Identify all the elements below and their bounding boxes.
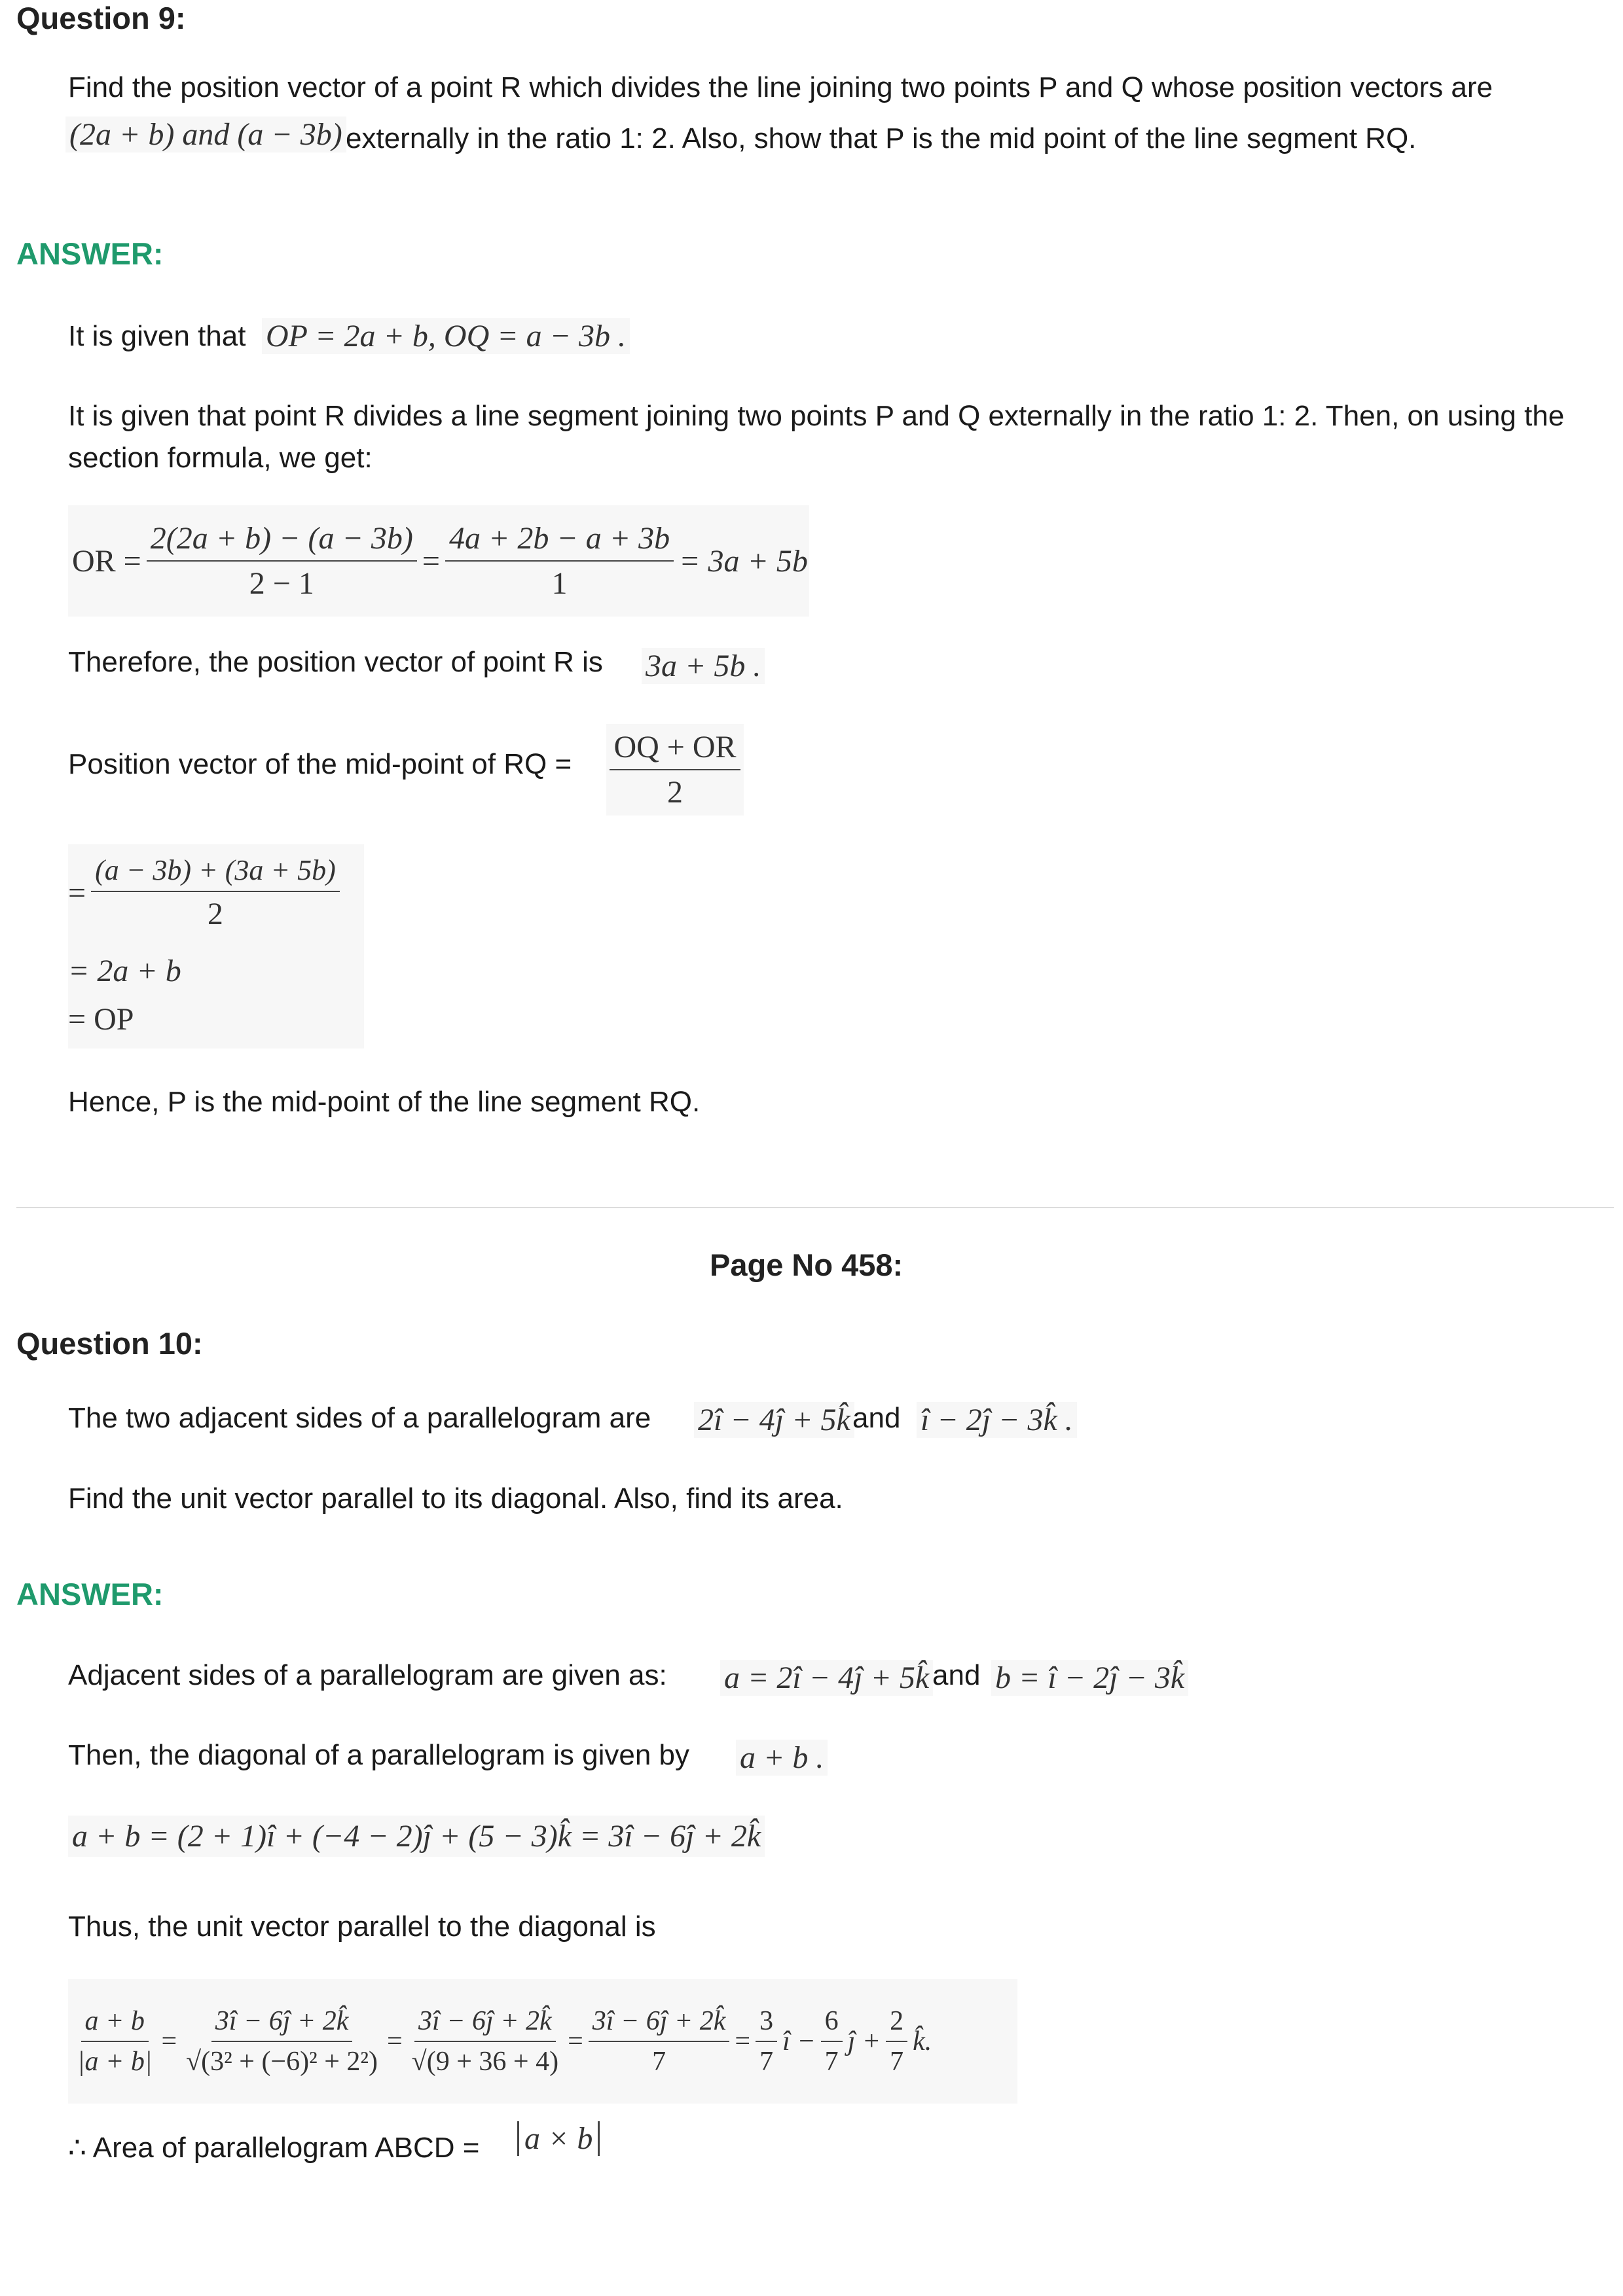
u-term-3-frac: [886, 2005, 907, 2077]
calc-eq: =: [68, 875, 86, 910]
or-equals: =: [422, 543, 440, 579]
u-den-3: √(9 + 36 + 4): [411, 2047, 559, 2077]
u-frac-3: [408, 2005, 562, 2077]
u-eq-4: =: [735, 2026, 751, 2056]
question-10-title: Question 10:: [16, 1326, 203, 1361]
q9-given-math: OP = 2a + b, OQ = a − 3b .: [262, 318, 630, 354]
q9-midpoint-calculation: [68, 844, 364, 1049]
u-eq-2: =: [386, 2026, 403, 2056]
q10-vector-a: a = 2î − 4ĵ + 5k̂: [720, 1660, 933, 1696]
or-result: = 3a + 5b: [679, 543, 808, 579]
or-fraction-2: [445, 520, 674, 601]
u-eq-3: =: [568, 2026, 583, 2056]
u-den-1: |a + b|: [77, 2047, 153, 2077]
q9-section-formula-text: It is given that point R divides a line segment joining two points P and Q externally in the ratio 1: 2. Then, on using the section formula, we get:: [68, 400, 1565, 474]
q10-unit-vector-equation: [68, 1979, 1017, 2104]
u-t2v: ĵ +: [847, 2026, 881, 2056]
midpoint-frac: [610, 729, 740, 810]
u-frac-1: [73, 2005, 156, 2077]
q10-side-1: 2î − 4ĵ + 5k̂: [694, 1402, 854, 1438]
u-t3n: 2: [886, 2005, 907, 2042]
q9-conclusion: Hence, P is the mid-point of the line segment RQ.: [68, 1086, 701, 1118]
u-num-1: a + b: [81, 2005, 149, 2042]
q10-vector-b: b = î − 2ĵ − 3k̂: [991, 1660, 1188, 1696]
q9-statement-line2: externally in the ratio 1: 2. Also, show that P is the mid point of the line segment RQ.: [346, 122, 1417, 154]
mid-den: 2: [667, 775, 683, 810]
q10-diagonal-math: a + b .: [736, 1740, 828, 1776]
area-cross-product: a × b: [517, 2121, 600, 2156]
or-den-2: 1: [551, 566, 568, 601]
or-num-2: 4a + 2b − a + 3b: [445, 520, 674, 562]
calc-line-1: [68, 853, 345, 932]
q10-area-text: ∴ Area of parallelogram ABCD =: [68, 2132, 480, 2164]
u-term-2-frac: [821, 2005, 843, 2077]
q9-therefore-math: 3a + 5b .: [642, 648, 765, 684]
u-num-4: 3î − 6ĵ + 2k̂: [589, 2005, 730, 2042]
q10-task-text: Find the unit vector parallel to its diagonal. Also, find its area.: [68, 1482, 843, 1515]
u-term-1-frac: [756, 2005, 777, 2077]
page-number-label: Page No 458:: [710, 1247, 903, 1282]
mid-num: OQ + OR: [610, 729, 740, 770]
u-eq-1: =: [161, 2026, 177, 2056]
calc-fraction: [91, 853, 340, 932]
u-den-2: √(3² + (−6)² + 2²): [186, 2047, 378, 2077]
u-num-3: 3î − 6ĵ + 2k̂: [414, 2005, 556, 2042]
question-9-title: Question 9:: [16, 1, 186, 35]
u-num-2: 3î − 6ĵ + 2k̂: [211, 2005, 353, 2042]
or-num-1: 2(2a + b) − (a − 3b): [147, 520, 417, 562]
u-t2d: 7: [824, 2047, 839, 2077]
section-divider: [16, 1207, 1614, 1208]
u-t3d: 7: [890, 2047, 904, 2077]
calc-line-3: = OP: [68, 1002, 134, 1037]
q10-area-math: [517, 2121, 600, 2157]
calc-num: (a − 3b) + (3a + 5b): [91, 853, 340, 892]
q10-sum-equation: a + b = (2 + 1)î + (−4 − 2)ĵ + (5 − 3)k̂ = 3î − 6ĵ + 2k̂: [68, 1816, 765, 1857]
u-t3v: k̂.: [913, 2026, 932, 2056]
q9-or-equation: [68, 505, 809, 617]
q10-adjacent-text: Adjacent sides of a parallelogram are given as:: [68, 1659, 667, 1691]
q10-answer-label: ANSWER:: [16, 1577, 164, 1611]
u-frac-2: [182, 2005, 382, 2077]
q9-midpoint-fraction: [606, 724, 744, 816]
q10-side-2: î − 2ĵ − 3k̂ .: [917, 1402, 1077, 1438]
calc-den: 2: [207, 897, 223, 931]
q9-given-text: It is given that: [68, 320, 246, 352]
q9-expression-vectors: (2a + b) and (a − 3b): [65, 117, 346, 152]
q10-and-2: and: [932, 1659, 981, 1691]
or-den-1: 2 − 1: [249, 566, 314, 601]
q9-statement-line1: Find the position vector of a point R which divides the line joining two points P and Q whose position vectors are: [68, 71, 1493, 103]
q9-answer-label: ANSWER:: [16, 236, 164, 271]
u-frac-4: [589, 2005, 730, 2077]
or-fraction-1: [147, 520, 417, 601]
q10-and-1: and: [852, 1402, 901, 1434]
q10-diagonal-text: Then, the diagonal of a parallelogram is given by: [68, 1739, 690, 1771]
u-t1d: 7: [759, 2047, 774, 2077]
q10-sides-text: The two adjacent sides of a parallelogram are: [68, 1402, 651, 1434]
u-t1v: î −: [782, 2026, 816, 2056]
u-t2n: 6: [821, 2005, 843, 2042]
u-den-4: 7: [652, 2047, 666, 2077]
u-t1n: 3: [756, 2005, 777, 2042]
q10-thus-text: Thus, the unit vector parallel to the diagonal is: [68, 1910, 656, 1943]
or-lhs: OR =: [72, 543, 141, 579]
q9-midpoint-text: Position vector of the mid-point of RQ =: [68, 748, 572, 780]
calc-line-2: = 2a + b: [68, 954, 181, 988]
q9-therefore-text: Therefore, the position vector of point R is: [68, 646, 603, 678]
